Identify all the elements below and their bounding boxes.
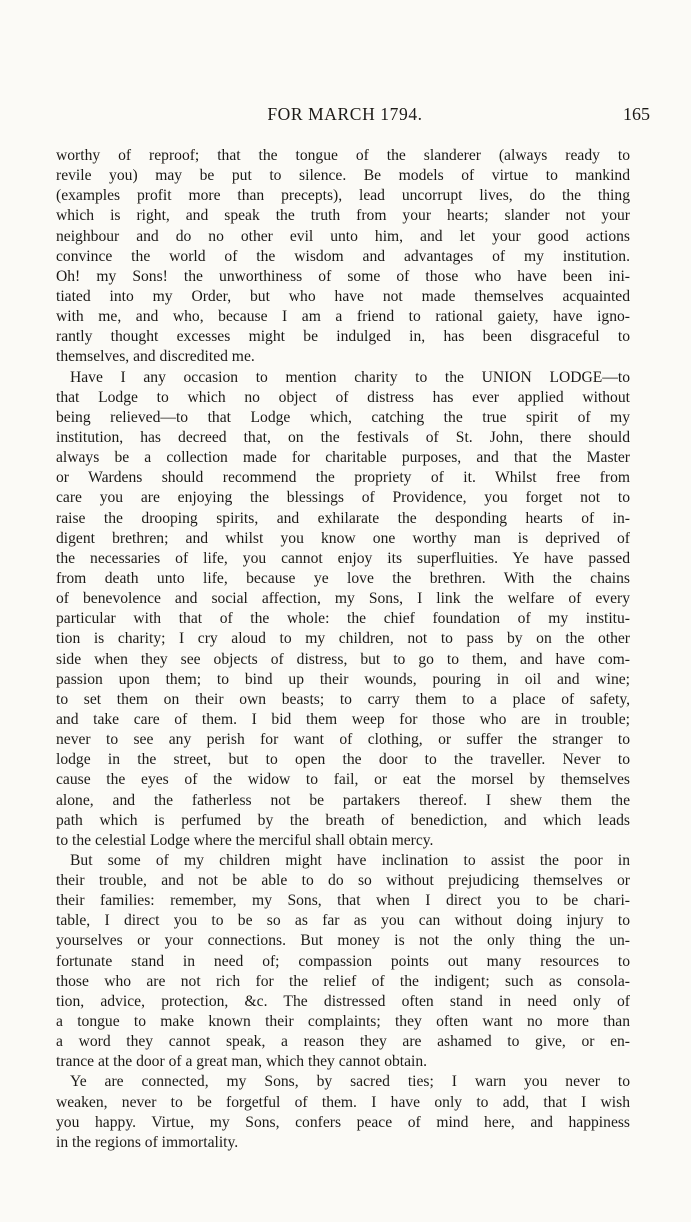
text-line: care you are enjoying the blessings of Providence, you forget not to bbox=[56, 489, 630, 507]
text-line: Ye are connected, my Sons, by sacred ties; I warn you never to bbox=[70, 1073, 630, 1091]
text-line: side when they see objects of distress, but to go to them, and have com- bbox=[56, 650, 630, 668]
text-line: tion is charity; I cry aloud to my children, not to pass by on the other bbox=[56, 630, 630, 648]
text-line: in the regions of immortality. bbox=[56, 1133, 239, 1151]
text-line: raise the drooping spirits, and exhilarate the desponding hearts of in- bbox=[56, 509, 630, 527]
text-line: cause the eyes of the widow to fail, or eat the morsel by themselves bbox=[56, 771, 630, 789]
text-line: and take care of them. I bid them weep for those who are in trouble; bbox=[56, 710, 630, 728]
text-line: themselves, and discredited me. bbox=[56, 348, 255, 366]
text-line: neighbour and do no other evil unto him, and let your good actions bbox=[56, 227, 630, 245]
text-line: with me, and who, because I am a friend to rational gaiety, have igno- bbox=[56, 308, 630, 326]
page-number: 165 bbox=[623, 104, 650, 124]
text-line: their trouble, and not be able to do so without prejudicing themselves or bbox=[56, 872, 630, 890]
text-line: or Wardens should recommend the propriety of it. Whilst free from bbox=[56, 469, 630, 487]
body-text bbox=[56, 146, 630, 1153]
running-head-title: FOR MARCH 1794. bbox=[267, 104, 423, 124]
text-line: weaken, never to be forgetful of them. I have only to add, that I wish bbox=[56, 1093, 630, 1111]
running-head bbox=[40, 104, 650, 130]
text-line: path which is perfumed by the breath of benediction, and which leads bbox=[56, 811, 630, 829]
text-line: of benevolence and social affection, my Sons, I link the welfare of every bbox=[56, 590, 630, 608]
text-line: rantly thought excesses might be indulged in, has been disgraceful to bbox=[56, 328, 630, 346]
text-line: their families: remember, my Sons, that when I direct you to be chari- bbox=[56, 892, 630, 910]
text-line: alone, and the fatherless not be partakers thereof. I shew them the bbox=[56, 791, 630, 809]
text-line: But some of my children might have inclination to assist the poor in bbox=[70, 851, 630, 869]
text-line: passion upon them; to bind up their wounds, pouring in oil and wine; bbox=[56, 670, 630, 688]
text-line: trance at the door of a great man, which they cannot obtain. bbox=[56, 1053, 428, 1071]
text-line: institution, has decreed that, on the festivals of St. John, there should bbox=[56, 428, 630, 446]
text-line: you happy. Virtue, my Sons, confers peace of mind here, and happiness bbox=[56, 1113, 630, 1131]
text-line: revile you) may be put to silence. Be models of virtue to mankind bbox=[56, 167, 630, 185]
text-line: from death unto life, because ye love the brethren. With the chains bbox=[56, 569, 630, 587]
text-line: a tongue to make known their complaints; they often want no more than bbox=[56, 1013, 630, 1031]
text-line: never to see any perish for want of clothing, or suffer the stranger to bbox=[56, 731, 630, 749]
text-line: (examples profit more than precepts), lead uncorrupt lives, do the thing bbox=[56, 187, 630, 205]
text-line: always be a collection made for charitable purposes, and that the Master bbox=[56, 449, 630, 467]
text-line: a word they cannot speak, a reason they are ashamed to give, or en- bbox=[56, 1033, 630, 1051]
text-line: yourselves or your connections. But money is not the only thing the un- bbox=[56, 932, 630, 950]
text-line: worthy of reproof; that the tongue of the slanderer (always ready to bbox=[56, 147, 630, 164]
text-line: table, I direct you to be so as far as you can without doing injury to bbox=[56, 912, 630, 930]
text-line: the necessaries of life, you cannot enjoy its superfluities. Ye have passed bbox=[56, 549, 630, 567]
text-line: to set them on their own beasts; to carry them to a place of safety, bbox=[56, 690, 630, 708]
text-line: Have I any occasion to mention charity to the UNION LODGE—to bbox=[70, 368, 630, 386]
text-line: that Lodge to which no object of distress has ever applied without bbox=[56, 388, 630, 406]
text-line: convince the world of the wisdom and advantages of my institution. bbox=[56, 247, 630, 265]
text-line: digent brethren; and whilst you know one worthy man is deprived of bbox=[56, 529, 630, 547]
text-line: being relieved—to that Lodge which, catching the true spirit of my bbox=[56, 408, 630, 426]
text-line: which is right, and speak the truth from your hearts; slander not your bbox=[56, 207, 630, 225]
text-line: lodge in the street, but to open the door to the traveller. Never to bbox=[56, 751, 630, 769]
text-line: those who are not rich for the relief of the indigent; such as consola- bbox=[56, 972, 630, 990]
text-line: particular with that of the whole: the chief foundation of my institu- bbox=[56, 610, 630, 628]
text-line: fortunate stand in need of; compassion points out many resources to bbox=[56, 952, 630, 970]
text-line: to the celestial Lodge where the merciful shall obtain mercy. bbox=[56, 831, 434, 849]
text-line: Oh! my Sons! the unworthiness of some of those who have been ini- bbox=[56, 267, 630, 285]
text-line: tiated into my Order, but who have not made themselves acquainted bbox=[56, 287, 630, 305]
text-line: tion, advice, protection, &c. The distressed often stand in need only of bbox=[56, 992, 630, 1010]
